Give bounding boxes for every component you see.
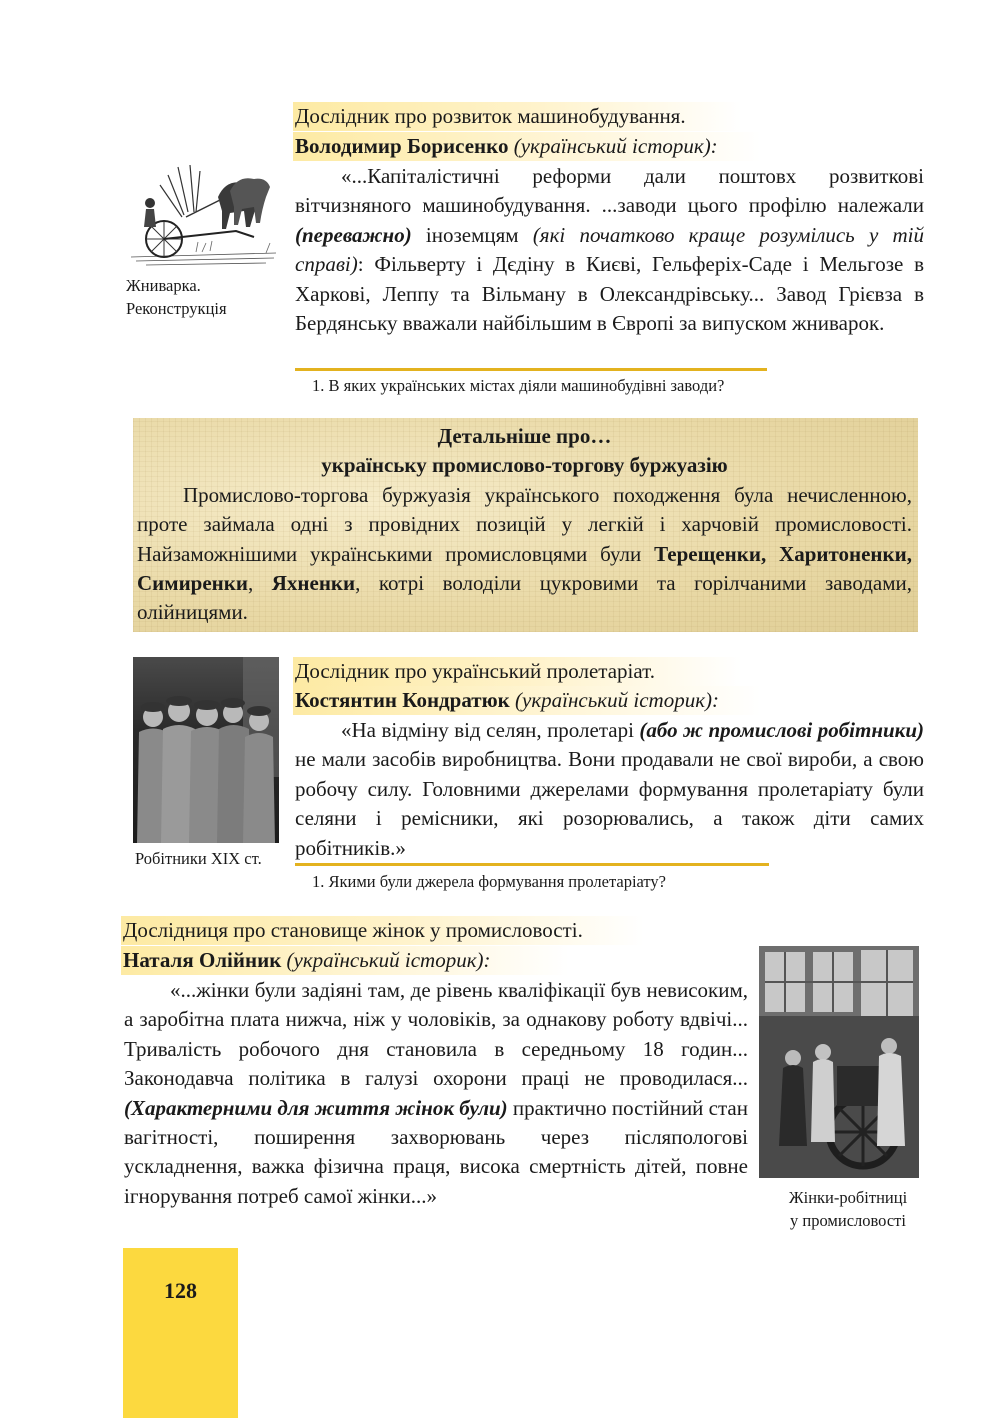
author-role: (український історик): xyxy=(513,134,718,158)
detail-title: Детальніше про… xyxy=(437,424,612,448)
women-workers-photo xyxy=(759,946,919,1178)
heading-highlight: Дослідник про розвиток машинобудування. xyxy=(293,102,741,131)
detail-box xyxy=(133,418,918,632)
block1-question: 1. В яких українських містах діяли машинобудівні заводи? xyxy=(312,376,725,395)
block3-quote xyxy=(124,976,748,1211)
quote-underline xyxy=(295,863,769,866)
author-highlight xyxy=(293,132,761,161)
reaper-illustration-icon xyxy=(126,157,278,269)
block2-question: 1. Якими були джерела формування пролетаріату? xyxy=(312,872,666,891)
block3-heading xyxy=(121,916,644,945)
block1-quote xyxy=(295,162,924,338)
women-workers-caption xyxy=(759,1186,937,1232)
caption-line: Жниварка. xyxy=(126,276,201,295)
block1-author xyxy=(293,132,761,161)
reaper-caption xyxy=(126,274,286,320)
detail-text-part: Промислово-торгова буржуазія українського походження була нечисленною, проте займала одні з провідних позицій у легкій і харчовій промисловості. Найзаможнішими українськими промисловцями були xyxy=(137,482,912,566)
quote-text: «...Капіталістичні реформи дали поштовх розвиткові вітчизняного машинобудування. ...заводи цього профілю належали xyxy=(295,164,924,218)
block1-heading xyxy=(293,102,741,131)
detail-names: Яхненки xyxy=(271,571,356,596)
page-number: 128 xyxy=(164,1278,197,1303)
detail-names: Терещенки, Харитоненки, Симиренки xyxy=(137,541,912,596)
author-highlight xyxy=(121,946,569,975)
quote-text: іноземцям xyxy=(411,222,533,247)
author-name: Костянтин Кондратюк xyxy=(295,688,510,712)
quote-emphasis: (або ж промислові робітники) xyxy=(639,718,924,742)
caption-line: Жінки-робітниці xyxy=(788,1188,908,1207)
quote-text: практично постійний стан вагітності, поширення захворювань через післяпологові ускладнення, важка фізична праця, висока смертність дітей, повне ігнорування потреб самої жінки...» xyxy=(124,1095,748,1208)
detail-text xyxy=(137,481,912,628)
women-workers-photo-icon xyxy=(759,946,919,1178)
detail-subtitle: українську промислово-торгову буржуазію xyxy=(321,453,728,478)
quote-emphasis: (які початково краще розумілись у тій справі) xyxy=(295,222,924,277)
page-number-tab xyxy=(123,1248,238,1418)
author-name: Володимир Борисенко xyxy=(295,134,509,158)
quote-text: «...жінки були задіяні там, де рівень кваліфікації був невисоким, а заробітна плата нижча, ніж у чоловіків, за однакову роботу вдвічі... Тривалість робочого дня становила в середньому 18 годин... Законодавча політика в галузі охорони праці не проводилася... xyxy=(124,978,748,1091)
quote-underline xyxy=(295,368,767,371)
workers-photo xyxy=(133,657,279,843)
block2-heading xyxy=(293,657,741,686)
quote-text: : Фільверту і Дєдіну в Києві, Гельферіх-Саде і Мельгозе в Харкові, Леппу та Вільману в Олександрівську... Завод Грієвза в Бердянську вважали найбільшим в Європі за випуском жниварок. xyxy=(295,252,924,336)
reaper-image xyxy=(126,157,278,269)
workers-caption: Робітники XIX ст. xyxy=(135,849,262,868)
caption-line: Реконструкція xyxy=(126,299,227,318)
detail-text-part: , котрі володіли цукровими та горілчаними заводами, олійницями. xyxy=(137,571,913,625)
quote-text: «На відміну від селян, пролетарі xyxy=(341,718,640,742)
author-role: (український історик): xyxy=(286,948,491,972)
heading-highlight: Дослідниця про становище жінок у промисловості. xyxy=(121,916,644,945)
block2-quote xyxy=(295,716,924,863)
quote-emphasis: (переважно) xyxy=(295,222,412,247)
block3-author xyxy=(121,946,569,975)
author-name: Наталя Олійник xyxy=(123,948,282,972)
quote-text: не мали засобів виробництва. Вони продавали не свої вироби, а свою робочу силу. Головними джерелами формування пролетаріату були селяни і ремісники, які розорювались, а також діти самих робітників.» xyxy=(295,747,924,860)
block2-author xyxy=(293,686,761,715)
author-role: (український історик): xyxy=(515,688,720,712)
quote-emphasis: (Характерними для життя жінок були) xyxy=(124,1095,508,1120)
caption-line: у промисловості xyxy=(790,1211,906,1230)
workers-photo-icon xyxy=(133,657,279,843)
heading-highlight: Дослідник про український пролетаріат. xyxy=(293,657,741,686)
detail-text-part: , xyxy=(247,571,272,596)
author-highlight xyxy=(293,686,761,715)
